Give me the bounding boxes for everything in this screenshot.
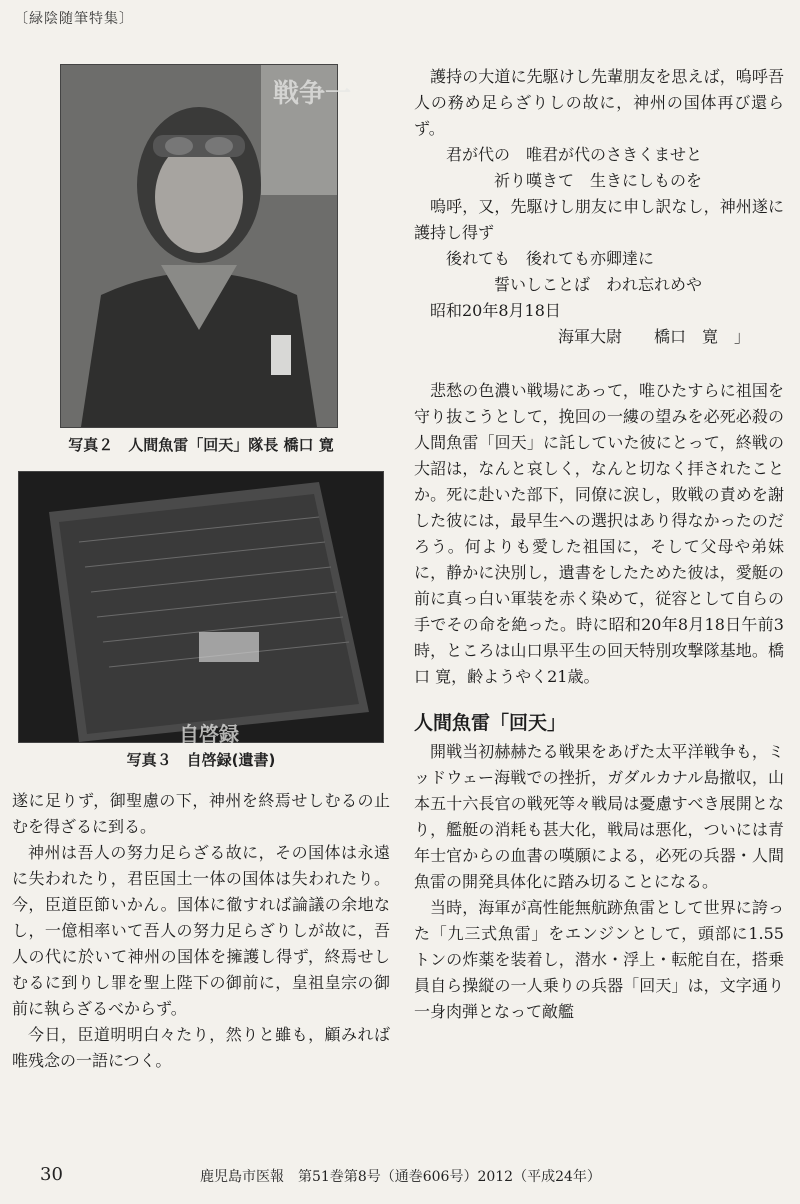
testament-date: 昭和20年8月18日 bbox=[430, 301, 561, 320]
journal-info: 鹿児島市医報 第51巻第8号（通巻606号）2012（平成24年） bbox=[200, 1169, 601, 1185]
poem-line: 君が代の 唯君が代のさきくませと bbox=[446, 145, 703, 164]
photo3-caption: 写真３ 自啓録(遺書) bbox=[126, 751, 276, 769]
section-paragraph: 開戦当初赫赫たる戦果をあげた太平洋戦争も，ミッドウェー海戦での挫折，ガダルカナル島撤収，山本五十六長官の戦死等々戦局は憂慮すべき展開となり，艦艇の消耗も甚大化，戦局は悪化，ついには青年士官からの血書の嘆願による，必死の兵器・人間魚雷の開発具体化に踏み切ることになる。 bbox=[414, 742, 784, 891]
quote-paragraph: 護持の大道に先駆けし先輩朋友を思えば，嗚呼吾人の務め足らざりしの故に，神州の国体再び還らず。 bbox=[414, 67, 784, 138]
section-text bbox=[414, 739, 784, 1025]
quote-paragraph: 嗚呼，又，先駆けし朋友に申し訳なし，神州遂に護持し得ず bbox=[414, 197, 784, 242]
page-number: 30 bbox=[40, 1164, 63, 1185]
left-column bbox=[12, 64, 390, 1074]
testament-signature: 海軍大尉 橋口 寛 」 bbox=[558, 327, 751, 346]
section-label: 〔緑陰随筆特集〕 bbox=[14, 11, 134, 27]
left-paragraph: 今日，臣道明明白々たり，然りと雖も，顧みれば唯残念の一語につく。 bbox=[12, 1025, 390, 1070]
right-column bbox=[414, 64, 784, 1025]
page-footer bbox=[0, 1164, 800, 1192]
section-paragraph: 当時，海軍が高性能無航跡魚雷として世界に誇った「九三式魚雷」をエンジンとして，頭部に1.55トンの炸薬を装着し，潜水・浮上・転舵自在，搭乗員自ら操縦の一人乗りの兵器「回天」は，文字通り一身肉弾となって敵艦 bbox=[414, 898, 784, 1021]
narrative-text bbox=[414, 378, 784, 690]
section-heading: 人間魚雷「回天」 bbox=[414, 712, 567, 734]
left-paragraph: 神州は吾人の努力足らざる故に，その国体は永遠に失われたり，君臣国土一体の国体は失われたり。今，臣道臣節いかん。国体に徹すれば論議の余地なし，一億相率いて吾人の努力足らざりしが故に，吾人の代に於いて神州の国体を擁護し得ず，終焉せしむるに到りし罪を聖上陛下の御前に，皇祖皇宗の御前に執らざるべからず。 bbox=[12, 843, 390, 1018]
poem-line: 後れても 後れても亦卿達に bbox=[446, 249, 655, 268]
photo-background-text: 戦争一 bbox=[273, 79, 352, 109]
portrait-illustration bbox=[61, 65, 337, 427]
poem-line: 誓いしことば われ忘れめや bbox=[494, 275, 703, 294]
testament-quote bbox=[414, 64, 784, 350]
narrative-paragraph: 悲愁の色濃い戦場にあって，唯ひたすらに祖国を守り抜こうとして，挽回の一縷の望みを必死必殺の人間魚雷「回天」に託していた彼にとって，終戦の大詔は，なんと哀しく，なんと切なく拝されたことか。死に赴いた部下，同僚に涙し，敗戦の責めを謝した彼には，最早生への選択はあり得なかったのだろう。何よりも愛した祖国に，そして父母や弟妹に，静かに決別し，遺書をしたためた彼は，愛艇の前に真っ白い軍装を赤く染めて，従容として自らの手でその命を絶った。時に昭和20年8月18日午前3時，ところは山口県平生の回天特別攻撃隊基地。橋口 寛，齢ようやく21歳。 bbox=[414, 381, 784, 686]
photo2-caption: 写真２ 人間魚雷「回天」隊長 橋口 寛 bbox=[68, 436, 334, 454]
poem-line: 祈り嘆きて 生きにしものを bbox=[494, 171, 703, 190]
left-paragraph: 遂に足りず，御聖慮の下，神州を終焉せしむるの止むを得ざるに到る。 bbox=[12, 791, 390, 836]
left-body-text bbox=[12, 788, 390, 1074]
photo-commander-portrait bbox=[60, 64, 352, 428]
testament-illustration bbox=[19, 472, 383, 742]
photo-testament-book bbox=[18, 471, 384, 746]
book-title-text: 自啓録 bbox=[179, 722, 239, 746]
